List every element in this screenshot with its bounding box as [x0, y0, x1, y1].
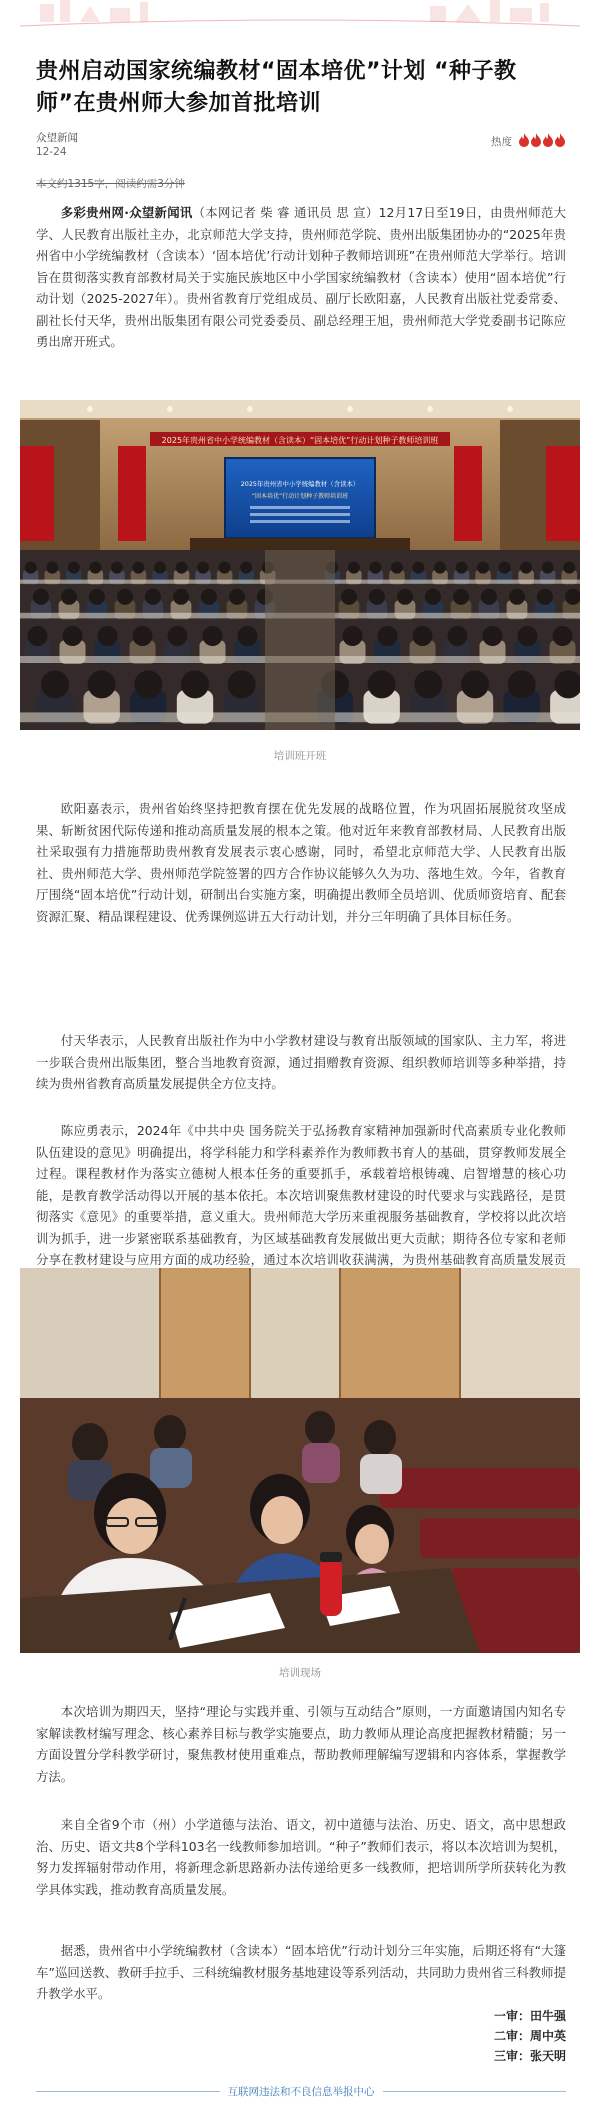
- source-link[interactable]: 众望新闻: [36, 132, 78, 144]
- paragraph-participants: 来自全省9个市（州）小学道德与法治、语文，初中道德与法治、历史、语文，高中思想政治、历史、语文共8个学科103名一线教师参加培训。“种子”教师们表示，将以本次培训为契机，努力发挥辐射带动作用，将新理念新思路新办法传递给更多一线教师，把培训所学所获转化为教学具体实践，推动教育高质量发展。: [36, 1817, 566, 1897]
- publish-date: 12-24: [36, 146, 67, 158]
- reading-stats: 本文约1315字，阅读约需3分钟: [36, 178, 185, 190]
- paragraph-followup: 据悉，贵州省中小学统编教材（含读本）“固本培优”行动计划分三年实施，后期还将有“大篷车”巡回送教、教研手拉手、三科统编教材服务基地建设等系列活动，共同助力贵州省三科教师提升教学水平。: [36, 1943, 566, 2001]
- hot-label: 热度: [491, 136, 512, 148]
- editor-row: 二审：周中英: [493, 2029, 566, 2043]
- footer: [36, 2082, 566, 2102]
- flame-icon: [542, 133, 554, 147]
- dateline: 多彩贵州网·众望新闻讯: [60, 205, 193, 220]
- paragraph-futianhua: 付天华表示，人民教育出版社作为中小学教材建设与教育出版领域的国家队、主力军，将进一步联合贵州出版集团，整合当地教育资源，通过捐赠教育资源、组织教师培训等多种举措，持续为贵州省教育高质量发展提供全方位支持。: [36, 1033, 566, 1091]
- article-title: 贵州启动国家统编教材“固本培优”计划 “种子教师”在贵州师大参加首批培训: [36, 59, 517, 116]
- article-meta: [36, 130, 566, 166]
- editor-row: 三审：张天明: [493, 2049, 566, 2063]
- top-decorative-banner: [0, 0, 600, 30]
- paragraph-intro: [36, 202, 566, 353]
- report-center-link[interactable]: 互联网违法和不良信息举报中心: [220, 2086, 383, 2098]
- editor-credits: [366, 2006, 566, 2066]
- screen-heading: 2025年贵州省中小学统编教材（含读本）: [240, 480, 360, 488]
- paragraph-ouyang: 欧阳嘉表示，贵州省始终坚持把教育摆在优先发展的战略位置，作为巩固拓展脱贫攻坚成果、斩断贫困代际传递和推动高质量发展的根本之策。他对近年来教育部教材局、人民教育出版社采取强有力措施帮助贵州教育发展表示衷心感谢，同时，希望北京师范大学、人民教育出版社、贵州师范大学、贵州师范学院签署的四方合作协议能够久久为功、落地生效。今年，省教育厅围绕“固本培优”行动计划，研制出台实施方案，明确提出教师全员培训、优质师资培育、配套资源汇聚、精品课程建设、优秀课例巡讲五大行动计划，并分三年明确了具体目标任务。: [36, 801, 566, 924]
- screen-subheading: “固本培优”行动计划种子教师培训班: [251, 493, 349, 500]
- flame-icon: [518, 133, 530, 147]
- paragraph-format: 本次培训为期四天，坚持“理论与实践并重、引领与互动结合”原则，一方面邀请国内知名专家解读教材编写理念、核心素养目标与教学实施要点，助力教师从理论高度把握教材精髓；另一方面设置分学科教学研讨，聚焦教材使用重难点，帮助教师理解编写逻辑和内容体系，掌握教学方法。: [36, 1704, 566, 1784]
- hotness-indicator: [491, 132, 566, 151]
- photo-caption-opening: 培训班开班: [273, 750, 327, 762]
- photo-opening-ceremony[interactable]: [20, 400, 580, 730]
- flame-icon: [554, 133, 566, 147]
- photo-training-scene[interactable]: [20, 1268, 580, 1653]
- paragraph-chenyingyong: 陈应勇表示，2024年《中共中央 国务院关于弘扬教育家精神加强新时代高素质专业化教师队伍建设的意见》明确提出，将学科能力和学科素养作为教师教书育人的基础，贯穿教师发展全过程。课程教材作为落实立德树人根本任务的重要抓手，承载着培根铸魂、启智增慧的核心功能，是教育教学活动得以开展的基本依托。本次培训聚焦教材建设的时代要求与实践路径，是贯彻落实《意见》的重要举措，意义重大。贵州师范大学历来重视服务基础教育，学校将以此次培训为抓手，进一步紧密联系基础教育，为区域基础教育发展做出更大贡献；期待各位专家和老师分享在教材建设与应用方面的成功经验，通过本次培训收获满满，为贵州基础教育高质量发展贡: [36, 1123, 566, 1267]
- photo-caption-training: 培训现场: [279, 1667, 321, 1679]
- flame-icon: [530, 133, 542, 147]
- intro-text: （本网记者 柴 睿 通讯员 思 宣）12月17日至19日，由贵州师范大学、人民教育出版社主办，北京师范大学支持，贵州师范学院、贵州出版集团协办的“2025年贵州省中小学统编教材（含读本）‘固本培优’行动计划种子教师培训班”在贵州师范大学举行。培训旨在贯彻落实教育部教材局关于实施民族地区中小学国家统编教材（含读本）使用“固本培优”行动计划（2025-2027年）。贵州省教育厅党组成员、副厅长欧阳嘉，人民教育出版社党委常委、副社长付天华，贵州出版集团有限公司党委委员、副总经理王旭，贵州师范大学党委副书记陈应勇出席开班式。: [36, 205, 566, 349]
- hall-banner-text: 2025年贵州省中小学统编教材（含读本）“固本培优”行动计划种子教师培训班: [161, 436, 439, 445]
- editor-row: 一审：田牛强: [493, 2009, 566, 2023]
- flame-icons: [518, 132, 566, 151]
